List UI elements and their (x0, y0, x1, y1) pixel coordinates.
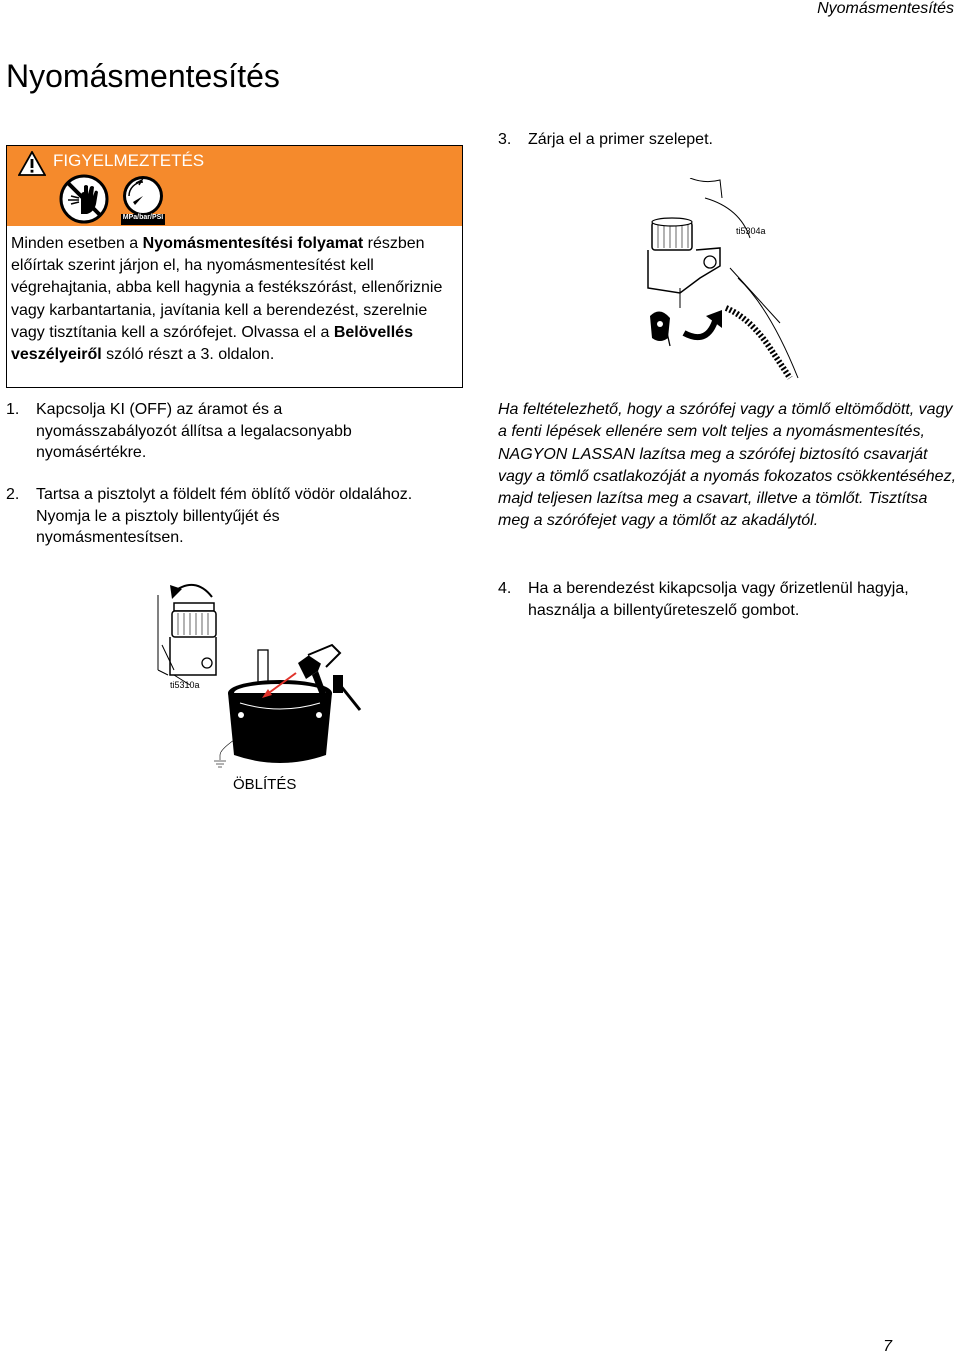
page-number: 7 (883, 1338, 892, 1355)
no-hand-injection-icon (59, 174, 109, 224)
warning-body: Minden esetben a Nyomásmentesítési folyamat részben előírtak szerint járjon el, ha nyomásmentesítést kell végrehajtania, abba kell hagynia a festékszórást, ellenőriznie vagy karbantartania, javítania kell a berendezést, szerelnie vagy tisztítania kell a szórófejet. Olvassa el a Belövellés veszélyeiről szóló részt a 3. oldalon. (11, 235, 443, 364)
warning-box (6, 145, 463, 388)
warning-title: FIGYELMEZTETÉS (53, 151, 205, 170)
figure-left-caption: ÖBLÍTÉS (233, 776, 297, 793)
warning-bold-procedure: Nyomásmentesítési folyamat (142, 235, 364, 252)
running-header: Nyomásmentesítés (817, 0, 954, 17)
step-4: 4. Ha a berendezést kikapcsolja vagy őrizetlenül hagyja, használja a billentyűreteszelő gombot. (498, 580, 909, 619)
warning-triangle-icon (18, 151, 46, 176)
prime-valve-illustration (630, 178, 830, 383)
figure-left-label: ti5310a (170, 680, 200, 690)
figure-right-label: ti5304a (736, 226, 766, 236)
flush-bucket-illustration (150, 575, 390, 775)
step-1: 1. Kapcsolja KI (OFF) az áramot és a nyomásszabályozót állítsa a legalacsonyabb nyomásértékre. (6, 401, 352, 461)
pressure-units-label: MPa/bar/PSI (122, 214, 164, 221)
step-3: 3. Zárja el a primer szelepet. (498, 131, 713, 148)
page-title: Nyomásmentesítés (6, 58, 280, 94)
step-2: 2. Tartsa a pisztolyt a földelt fém öblítő vödör oldalához. Nyomja le a pisztoly billentyűjét és nyomásmentesítsen. (6, 486, 413, 546)
warning-bold-hazards: Belövellés veszélyeiről (11, 323, 413, 364)
warning-header (7, 146, 462, 226)
italic-note: Ha feltételezhető, hogy a szórófej vagy a tömlő eltömődött, vagy a fenti lépések ellenére sem volt teljes a nyomásmentesítés, NAGYON LASSAN lazítsa meg a szórófej biztosító csavarját vagy a tömlő csatlakozóját a nyomás fokozatos csökkentéséhez, majd teljesen lazítsa meg a csavart, illetve a tömlőt. Tisztítsa meg a szórófejet vagy a tömlőt az akadálytól. (498, 401, 957, 530)
